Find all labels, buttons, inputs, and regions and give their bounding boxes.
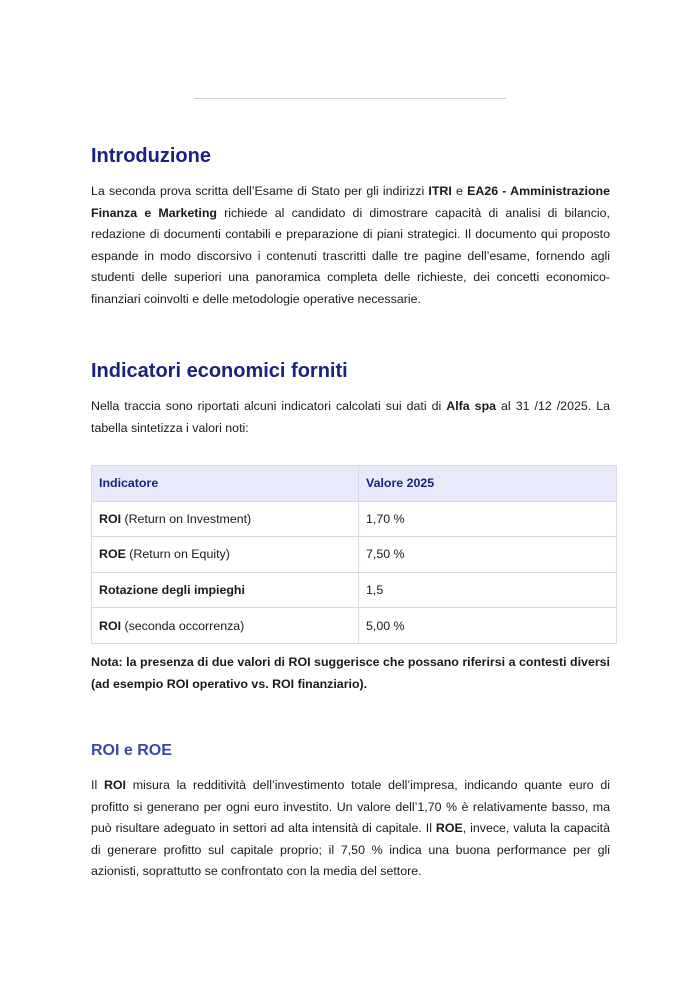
section-title-introduzione: Introduzione [91, 145, 211, 167]
indicator-name: ROE [99, 547, 126, 562]
table-cell-indicatore [92, 537, 359, 573]
intro-text-b: e [451, 184, 468, 198]
indicators-table [91, 465, 617, 644]
table-header-valore: Valore 2025 [359, 466, 617, 502]
roi-text-b: misura la redditività dell’investimento totale dell’impresa, indicando quante euro di profitto si generano per ogni euro investito. Un valore dell’1,70 % è relativamente basso, ma può risultare adeguato in settori ad alta intensità di capitale. Il [91, 778, 610, 836]
header-divider [194, 98, 506, 99]
indicators-paragraph [91, 396, 610, 439]
indicators-bold-company: Alfa spa [446, 399, 497, 413]
table-row [92, 608, 617, 644]
intro-bold-ea26: EA26 - Amministrazione Finanza e Marketing [91, 184, 610, 220]
table-row [92, 572, 617, 608]
section-title-indicatori: Indicatori economici forniti [91, 360, 348, 382]
table-cell-valore: 1,70 % [359, 501, 617, 537]
intro-bold-itri: ITRI [428, 184, 452, 198]
table-row [92, 501, 617, 537]
table-cell-valore: 5,00 % [359, 608, 617, 644]
table-header-indicatore: Indicatore [92, 466, 359, 502]
indicator-desc: (Return on Investment) [121, 511, 252, 526]
indicator-desc: (Return on Equity) [125, 547, 230, 562]
indicator-desc: (seconda occorrenza) [121, 618, 245, 633]
section-title-roi-roe: ROI e ROE [91, 742, 172, 759]
intro-text-c: richiede al candidato di dimostrare capacità di analisi di bilancio, redazione di documenti contabili e preparazione di piani strategici. Il documento qui proposto espande in modo discorsivo i contenuti trascritti dalle tre pagine dell’esame, fornendo agli studenti delle superiori una panoramica completa delle richieste, dei concetti economico-finanziari coinvolti e delle metodologie operative necessarie. [91, 205, 610, 306]
indicator-name: ROI [99, 618, 122, 633]
indicator-name: Rotazione degli impieghi [99, 583, 245, 598]
table-cell-indicatore [92, 572, 359, 608]
indicators-text-b: al 31 /12 /2025. La tabella sintetizza i valori noti: [91, 399, 610, 435]
table-header-row [92, 466, 617, 502]
indicator-name: ROI [99, 511, 122, 526]
table-row [92, 537, 617, 573]
table-cell-indicatore [92, 501, 359, 537]
intro-text-a: La seconda prova scritta dell’Esame di Stato per gli indirizzi [91, 184, 429, 198]
table-cell-indicatore [92, 608, 359, 644]
table-cell-valore: 1,5 [359, 572, 617, 608]
roi-text-a: Il [91, 778, 104, 792]
table-note: Nota: la presenza di due valori di ROI suggerisce che possano riferirsi a contesti diversi (ad esempio ROI operativo vs. ROI finanziario). [91, 655, 610, 691]
roi-bold-roe: ROE [435, 821, 463, 836]
intro-paragraph [91, 181, 610, 311]
roi-text-c: , invece, valuta la capacità di generare profitto sul capitale proprio; il 7,50 % indica una buona performance per gli azionisti, soprattutto se confrontato con la media del settore. [91, 821, 610, 879]
table-cell-valore: 7,50 % [359, 537, 617, 573]
roi-bold-roi: ROI [103, 778, 126, 792]
roi-roe-paragraph [91, 775, 610, 883]
indicators-text-a: Nella traccia sono riportati alcuni indicatori calcolati sui dati di [91, 399, 447, 413]
